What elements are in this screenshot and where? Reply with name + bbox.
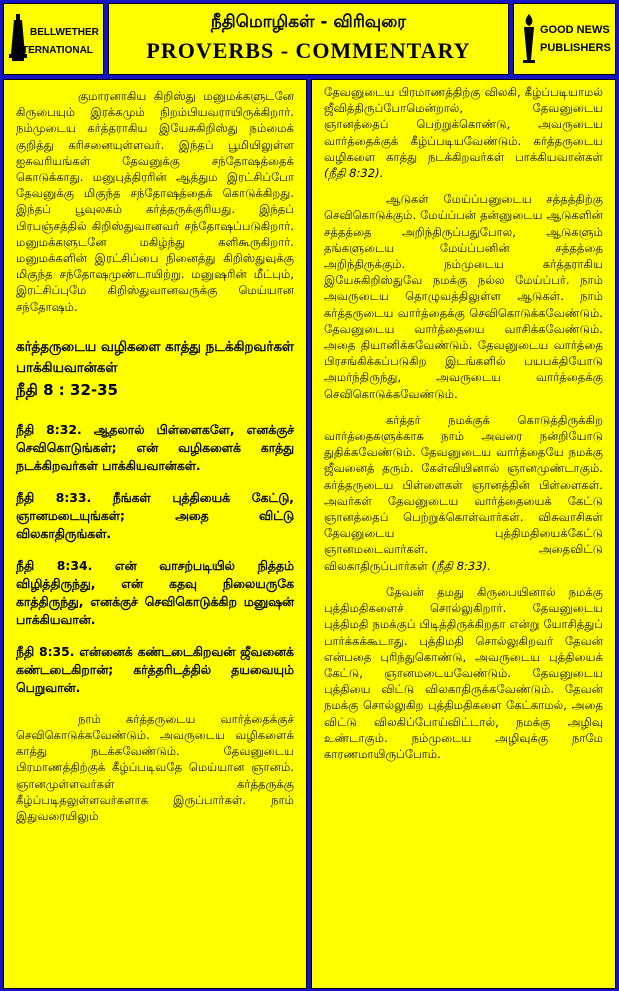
paragraph-3-ref: (நீதி 8:33). (431, 558, 491, 573)
paragraph-3 (324, 412, 603, 574)
verse-8-35: நீதி 8:35. என்னைக் கண்டடைகிறவன் ஜீவனைக் கண்டடைகிறான்; கர்த்தரிடத்தில் தயவையும் பெறுவான். (16, 643, 294, 695)
logo-line1: GOOD NEWS (540, 24, 610, 36)
paragraph-2: ஆடுகள் மேய்ப்பனுடைய சத்தத்திற்கு செவிகொடுக்கும். மேய்ப்பன் தன்னுடைய ஆடுகளின் சத்தத்தை அறிந்திருப்பதுபோல, ஆடுகளும் தங்களுடைய மேய்ப்பனின் சத்தத்தை அறிந்திருக்கும். நம்முடைய கர்த்தராகிய இயேசுகிறிஸ்துவே நமக்கு நல்ல மேய்ப்பர். நாம் அவருடைய தொழுவத்திலுள்ள ஆடுகள். நாம் கர்த்தருடைய வார்த்தைக்கு செவிகொடுக்கவேண்டும். தேவனுடைய வார்த்தையை வாசிக்கவேண்டும். அதை தியானிக்கவேண்டும். தேவனுடைய வார்த்தை பிரசங்கிக்கப்படுகிற இடங்களில் பயபக்தியோடு அமர்ந்திருந்து, அவருடைய வார்த்தைக்கு செவிகொடுக்கவேண்டும். (324, 192, 603, 401)
bellwether-logo (3, 3, 104, 75)
verse-8-32: நீதி 8:32. ஆதலால் பிள்ளைகளே, எனக்குச் செவிகொடுங்கள்; என் வழிகளைக் காத்து நடக்கிறவர்கள் பாக்கியவான்கள். (16, 421, 294, 473)
right-column (311, 79, 616, 989)
paragraph-1-ref: (நீதி 8:32). (324, 166, 384, 181)
paragraph-1 (324, 84, 603, 181)
title-banner (108, 3, 509, 75)
intro-paragraph: குமாரனாகிய கிறிஸ்து மனுமக்களுடனே கிருபையும் இரக்கமும் நிறம்பியவராயிருக்கிறார். நம்முடைய கர்த்தராகிய இயேசுகிறிஸ்து நம்மைக் குறித்து கரிசனையுள்ளவர். இந்தப் பூமியிலுள்ள ஐசுவரியங்கள் தேவனுக்கு சந்தோஷத்தைக் கொடுக்காது. மனுபுத்திரரின் ஆத்தும இரட்சிப்போ தேவனுக்கு மிகுந்த சந்தோஷத்தைக் கொடுக்கிறது. இந்தப் பூவுலகம் கர்த்தருக்குரியது. இந்தப் பிரபஞ்சத்தில் கிறிஸ்துவானவர் சந்தோஷப்படுகிறார். மனுமக்களுடனே மகிழ்ந்து களிகூருகிறார். மனுமக்களின் இரட்சிப்பை நினைத்து கிறிஸ்துவுக்கு மிகுந்த சந்தோஷமுண்டாயிற்று. மனுஷரின் மீட்பும், இரட்சிப்புமே கிறிஸ்துவானவருக்கு மெய்யான சந்தோஷம். (16, 89, 294, 314)
logo-line2: INTERNATIONAL (12, 45, 93, 56)
logo-line2: PUBLISHERS (540, 42, 611, 54)
logo-line1: BELLWETHER (30, 27, 99, 38)
good-news-logo (513, 3, 616, 75)
section-heading: கர்த்தருடைய வழிகளை காத்து நடக்கிறவர்கள் பாக்கியவான்கள் (16, 339, 294, 376)
title-english: PROVERBS - COMMENTARY (146, 38, 471, 63)
torch-icon (520, 14, 538, 64)
section-heading-ref: நீதி 8 : 32-35 (16, 380, 118, 399)
closing-paragraph: நாம் கர்த்தருடைய வார்த்தைக்குச் செவிகொடுக்கவேண்டும். அவருடைய வழிகளைக் காத்து நடக்கவேண்டும். தேவனுடைய பிரமாணத்திற்குக் கீழ்ப்படிவதே மெய்யான ஞானம். ஞானமுள்ளவர்கள் கர்த்தருக்கு கீழ்ப்படிதலுள்ளவர்களாக இருப்பார்கள். நாம் இதுவரையிலும் (16, 711, 294, 824)
verse-8-34: நீதி 8:34. என் வாசற்படியில் நித்தம் விழித்திருந்து, என் கதவு நிலையருகே காத்திருந்து, எனக்குச் செவிகொடுக்கிற மனுஷன் பாக்கியவான். (16, 557, 294, 627)
verse-8-33: நீதி 8:33. நீங்கள் புத்தியைக் கேட்டு, ஞானமடையுங்கள்; அதை விட்டு விலகாதிருங்கள். (16, 489, 294, 541)
title-tamil: நீதிமொழிகள் - விரிவுரை (210, 12, 407, 32)
paragraph-3-text: கர்த்தர் நமக்குக் கொடுத்திருக்கிற வார்த்தைகளுக்காக நாம் அவரை நன்றியோடு துதிக்கவேண்டும். தேவனுடைய வார்த்தையே நமக்கு ஜீவனைத் தரும். கேள்வியினால் ஞானமுண்டாகும். கர்த்தருடைய பிள்ளைகள் ஞானத்தின் பிள்ளைகள். அவர்கள் தேவனுடைய வார்த்தையைக் கேட்டு ஞானத்தைப் பெற்றுக்கொள்வார்கள். விசுவாசிகள் தேவனுடைய புத்திமதியைக்கேட்டு ஞானமடைவார்கள். அதைவிட்டு விலகாதிருப்பார்கள் (324, 412, 603, 573)
paragraph-4: தேவன் தமது கிருபையினால் நமக்கு புத்திமதிகளைச் சொல்லுகிறார். தேவனுடைய புத்திமதி நமக்குப் பிடித்திருக்கிறதா என்று யோசித்துப் பார்க்கக்கூடாது. புத்திமதி சொல்லுகிறவர் தேவன் என்பதை புரிந்துகொண்டு, அவருடைய புத்தியைக் கேட்டு, ஞானமடையவேண்டும். தேவனுடைய புத்தியை விட்டு விலகாதிருக்கவேண்டும். தேவன் நமக்கு சொல்லுகிற புத்திமதிகளை கேட்காமல், அதை விட்டு விலகிப்போய்விட்டால், நமக்கு அழிவு உண்டாகும். நம்முடைய அழிவுக்கு நாமே காரணமாயிருப்போம். (324, 584, 603, 761)
left-column (3, 79, 307, 989)
paragraph-1-text: தேவனுடைய பிரமாணத்திற்கு விலகி, கீழ்ப்படியாமல் ஜீவித்திருப்போமென்றால், தேவனுடைய ஞானத்தைப் பெற்றுக்கொண்டு, அவருடைய வார்த்தைக்குக் கீழ்ப்படியவேண்டும். கர்த்தருடைய வழிகளை காத்து நடக்கிறவர்கள் பாக்கியவான்கள் (324, 85, 603, 164)
